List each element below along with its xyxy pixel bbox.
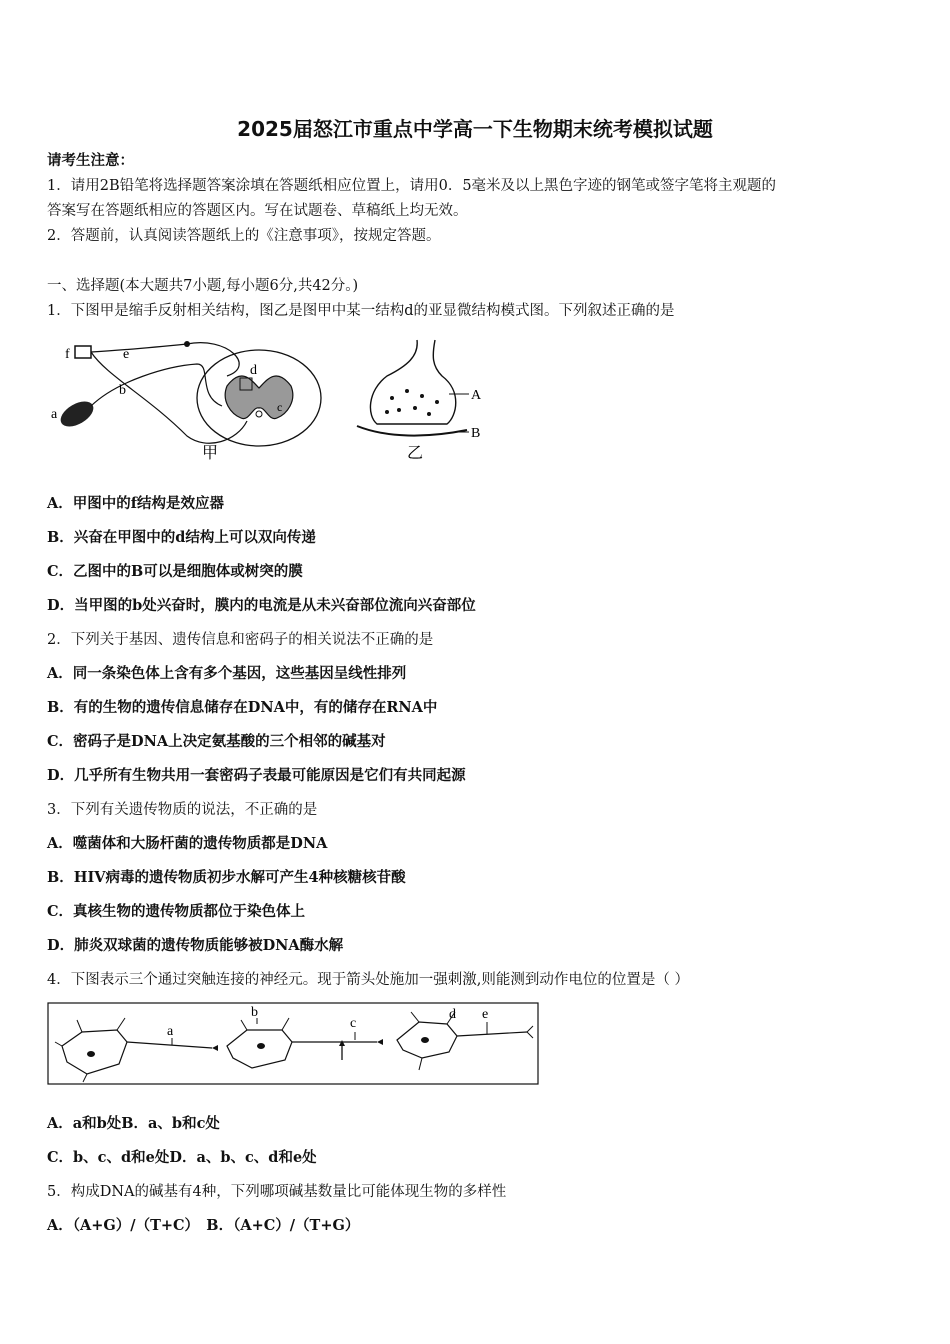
notice-line-2: 2．答题前，认真阅读答题纸上的《注意事项》，按规定答题。 (47, 228, 441, 244)
q5-stem: 5．构成DNA的碱基有4种，下列哪项碱基数量比可能体现生物的多样性 (47, 1184, 507, 1200)
q2-option-c: C．密码子是DNA上决定氨基酸的三个相邻的碱基对 (47, 733, 386, 750)
q4-options-cd: C．b、c、d和e处D．a、b、c、d和e处 (47, 1149, 317, 1166)
q2-option-b: B．有的生物的遗传信息储存在DNA中，有的储存在RNA中 (47, 699, 438, 716)
q2-option-a: A．同一条染色体上含有多个基因，这些基因呈线性排列 (47, 665, 407, 682)
q5-options-ab: A．（A+G）/（T+C） B．（A+C）/（T+G） (47, 1217, 360, 1234)
axon-terminal (370, 340, 455, 424)
neuron-1-body (62, 1030, 127, 1074)
q4-options-ab: A．a和b处B．a、b和c处 (47, 1115, 220, 1132)
q3-option-b: B．HIV病毒的遗传物质初步水解可产生4种核糖核苷酸 (47, 869, 406, 886)
label-A: A (471, 388, 482, 403)
effector-box (75, 346, 91, 358)
label-yi: 乙 (407, 445, 424, 462)
label-d: d (250, 363, 257, 378)
notice-heading: 请考生注意： (47, 152, 134, 169)
neuron-2-body (227, 1030, 292, 1068)
postsynaptic-membrane (357, 426, 467, 436)
receptor-shape (56, 396, 97, 431)
label-a: a (167, 1024, 174, 1039)
label-a: a (51, 407, 58, 422)
q2-stem: 2．下列关于基因、遗传信息和密码子的相关说法不正确的是 (47, 632, 434, 648)
label-b: b (251, 1005, 258, 1020)
q3-option-d: D．肺炎双球菌的遗传物质能够被DNA酶水解 (47, 937, 344, 954)
q3-option-a: A．噬菌体和大肠杆菌的遗传物质都是DNA (47, 835, 328, 852)
notice-line-1b: 答案写在答题纸相应的答题区内。写在试题卷、草稿纸上均无效。 (47, 203, 468, 219)
neuron-chain-figure (47, 1002, 539, 1086)
notice-line-1: 1．请用2B铅笔将选择题答案涂填在答题纸相应位置上，请用0．5毫米及以上黑色字迹的钢笔或签字笔将主观题的 (47, 178, 777, 194)
label-c: c (350, 1016, 357, 1031)
q3-option-c: C．真核生物的遗传物质都位于染色体上 (47, 903, 306, 920)
q2-option-d: D．几乎所有生物共用一套密码子表最可能原因是它们有共同起源 (47, 767, 466, 784)
label-b: b (119, 383, 126, 398)
reflex-arc-figure (47, 336, 507, 466)
page-title: 2025届怒江市重点中学高一下生物期末统考模拟试题 (237, 117, 713, 141)
label-e: e (482, 1007, 489, 1022)
q1-option-a: A．甲图中的f结构是效应器 (47, 495, 224, 512)
section-heading: 一、选择题(本大题共7小题,每小题6分,共42分。) (47, 278, 359, 294)
q3-stem: 3．下列有关遗传物质的说法，不正确的是 (47, 802, 318, 818)
label-d: d (449, 1007, 456, 1022)
q1-option-b: B．兴奋在甲图中的d结构上可以双向传递 (47, 529, 316, 546)
q1-stem: 1．下图甲是缩手反射相关结构，图乙是图甲中某一结构d的亚显微结构模式图。下列叙述正确的是 (47, 303, 675, 319)
label-f: f (65, 347, 70, 362)
label-e: e (123, 347, 130, 362)
figure-frame (48, 1003, 538, 1084)
label-B: B (471, 426, 481, 441)
q4-stem: 4．下图表示三个通过突触连接的神经元。现于箭头处施加一强刺激,则能测到动作电位的位置是（ ） (47, 972, 689, 988)
label-c: c (277, 400, 283, 414)
q1-option-c: C．乙图中的B可以是细胞体或树突的膜 (47, 563, 303, 580)
label-jia: 甲 (202, 445, 219, 462)
q1-option-d: D．当甲图的b处兴奋时，膜内的电流是从未兴奋部位流向兴奋部位 (47, 597, 476, 614)
